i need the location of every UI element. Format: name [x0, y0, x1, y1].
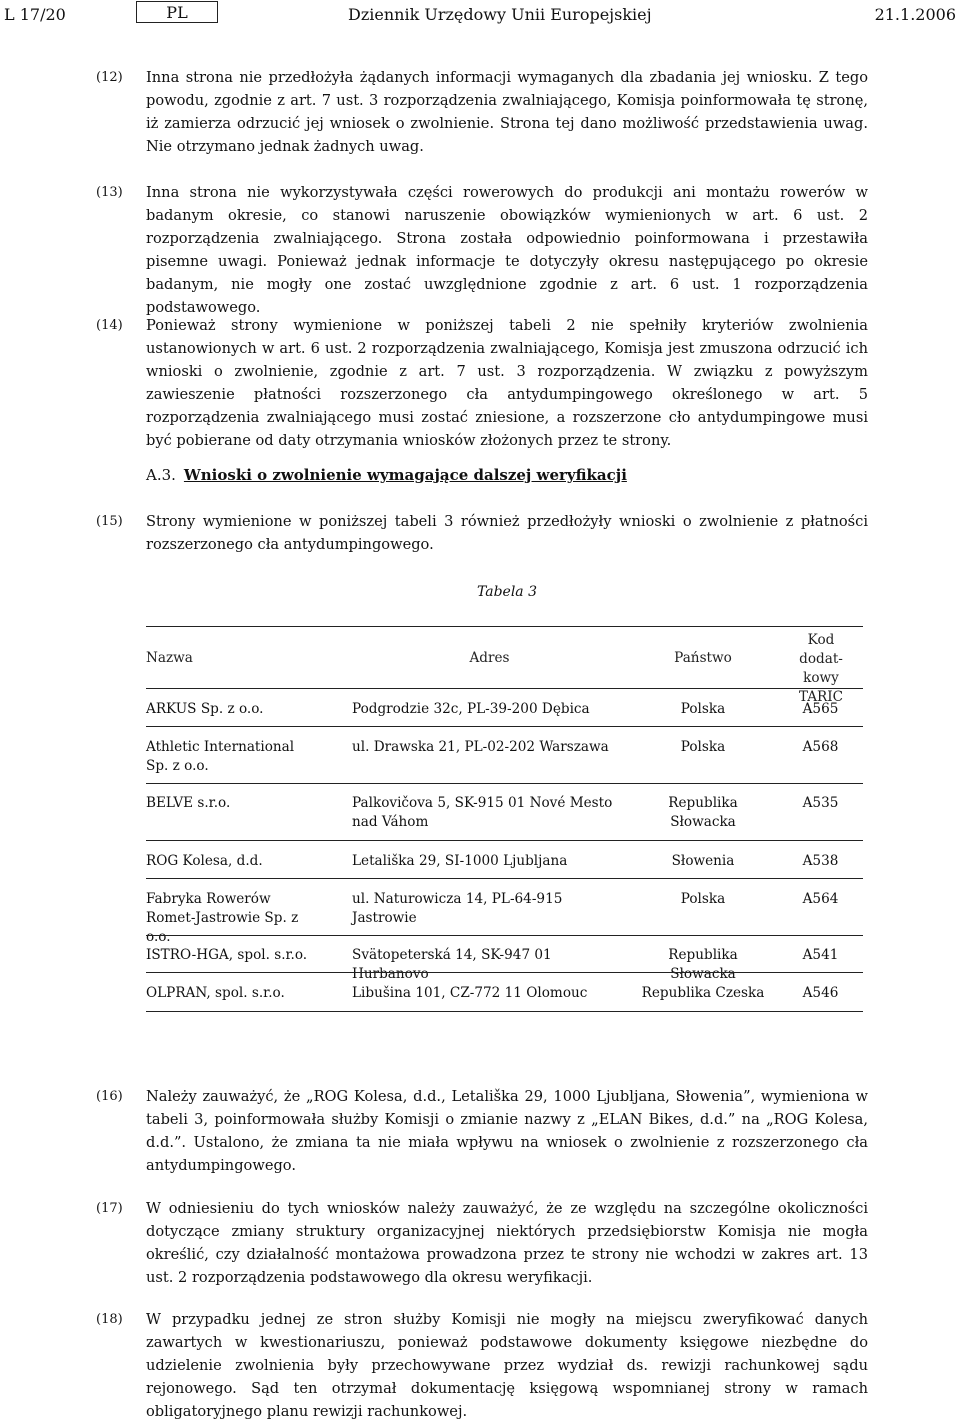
paragraph-text: W odniesieniu do tych wniosków należy zauważyć, że ze względu na szczególne okoliczności dotyczące zmiany struktury organizacyjnej niektórych przedsiębiorstw Komisja nie mogła określić, czy działalność montażowa prowadzona przez te strony nie wchodzi w zakres art. 13 ust. 2 rozporządzenia podstawowego dla okresu weryfikacji. — [146, 1200, 868, 1286]
journal-title: Dziennik Urzędowy Unii Europejskiej — [348, 5, 652, 24]
header-name: Nazwa — [146, 650, 193, 666]
header-country: Państwo — [674, 650, 732, 666]
paragraph-number: (14) — [96, 318, 123, 333]
issue-date: 21.1.2006 — [874, 5, 956, 24]
table-cell-taric: A535 — [802, 795, 839, 811]
paragraph-number: (15) — [96, 514, 123, 529]
table-cell-taric: A564 — [802, 891, 839, 907]
table-row-rule — [146, 935, 863, 936]
table-cell-name: ARKUS Sp. z o.o. — [146, 701, 264, 717]
paragraph-text: Inna strona nie przedłożyła żądanych informacji wymaganych dla zbadania jej wniosku. Z tego powodu, zgodnie z art. 7 ust. 3 rozporządzenia zwalniającego, Komisja poinformowała tę stronę, iż zamierza odrzucić jej wniosek o zwolnienie. Strona tej dano możliwość przedstawienia uwag. Nie otrzymano jednak żadnych uwag. — [146, 69, 868, 155]
table-cell-address: Podgrodzie 32c, PL-39-200 Dębica — [352, 701, 590, 717]
table-caption: Tabela 3 — [476, 584, 538, 600]
table-cell-taric: A565 — [802, 701, 839, 717]
paragraph-text: Inna strona nie wykorzystywała części rowerowych do produkcji ani montażu rowerów w badanym okresie, co stanowi naruszenie obowiązków wymienionych w art. 6 ust. 2 rozporządzenia zwalniającego. Strona została odpowiednio poinformowana i przestawiła pisemne uwagi. Ponieważ jednak informacje te dotyczyły okresu następującego po okresie badanym, nie mogły one zostać uwzględnione zgodnie z art. 6 ust. 1 rozporządzenia podstawowego. — [146, 184, 868, 316]
table-cell-country: Polska — [680, 739, 726, 755]
page-header — [0, 0, 960, 30]
table-row-rule — [146, 840, 863, 841]
paragraph-number: (18) — [96, 1312, 123, 1327]
table-cell-address: Svätopeterská 14, SK-947 01 Hurbanovo — [352, 947, 552, 982]
section-heading — [146, 466, 627, 484]
table-row-rule — [146, 878, 863, 879]
table-cell-country: Republika Słowacka — [668, 947, 738, 982]
paragraph-number: (13) — [96, 185, 123, 200]
paragraph-number: (17) — [96, 1201, 123, 1216]
page-reference: L 17/20 — [4, 5, 66, 24]
paragraph-number: (12) — [96, 70, 123, 85]
table-cell-name: OLPRAN, spol. s.r.o. — [146, 985, 285, 1001]
table-cell-address: Palkovičova 5, SK-915 01 Nové Mesto nad Váhom — [352, 795, 613, 830]
table-row-rule — [146, 726, 863, 727]
paragraph-text: Strony wymienione w poniższej tabeli 3 również przedłożyły wnioski o zwolnienie z płatności rozszerzonego cła antydumpingowego. — [146, 513, 868, 553]
table-cell-name: BELVE s.r.o. — [146, 795, 231, 811]
table-header-rule — [146, 688, 863, 689]
table-cell-name: Fabryka Rowerów Romet-Jastrowie Sp. z o.o. — [146, 891, 299, 945]
paragraph-text: W przypadku jednej ze stron służby Komisji nie mogły na miejscu zweryfikować danych zawartych w kwestionariuszu, ponieważ podstawowe dokumenty księgowe niezbędne do udzielenie zwolnienia były przechowywane przez wydział ds. rewizji rachunkowej sądu rejonowego. Sąd ten otrzymał dokumentację księgową wspomnianej strony w ramach obligatoryjnego planu rewizji rachunkowej. — [146, 1311, 868, 1420]
table-cell-country: Republika Czeska — [641, 985, 765, 1001]
paragraph-text: Należy zauważyć, że „ROG Kolesa, d.d., Letališka 29, 1000 Ljubljana, Słowenia”, wymieniona w tabeli 3, poinformowała służby Komisji o zmianie nazwy z „ELAN Bikes, d.d.” na „ROG Kolesa, d.d.”. Ustalono, że zmiana ta nie miała wpływu na wniosek o zwolnienie z rozszerzonego cła antydumpingowego. — [146, 1088, 868, 1174]
table-cell-taric: A538 — [802, 853, 839, 869]
table-row-rule — [146, 783, 863, 784]
paragraph-number: (16) — [96, 1089, 123, 1104]
header-address: Adres — [469, 650, 510, 666]
table-cell-taric: A541 — [802, 947, 839, 963]
table-cell-taric: A546 — [802, 985, 839, 1001]
header-taric: Kod dodatkowy TARIC — [798, 632, 844, 705]
table-cell-country: Słowenia — [671, 853, 735, 869]
table-cell-country: Polska — [680, 891, 726, 907]
table-cell-taric: A568 — [802, 739, 839, 755]
table-cell-address: Letališka 29, SI-1000 Ljubljana — [352, 853, 568, 869]
table-row-rule — [146, 972, 863, 973]
section-number: A.3. — [146, 466, 176, 484]
table-cell-country: Republika Słowacka — [668, 795, 738, 830]
table-cell-address: Libušina 101, CZ-772 11 Olomouc — [352, 985, 588, 1001]
section-title: Wnioski o zwolnienie wymagające dalszej weryfikacji — [183, 466, 627, 484]
table-bottom-rule — [146, 1011, 863, 1012]
table-cell-address: ul. Drawska 21, PL-02-202 Warszawa — [352, 739, 609, 755]
table-cell-name: Athletic International Sp. z o.o. — [146, 739, 295, 774]
paragraph-text: Ponieważ strony wymienione w poniższej tabeli 2 nie spełniły kryteriów zwolnienia ustanowionych w art. 6 ust. 2 rozporządzenia zwalniającego, Komisja jest zmuszona odrzucić ich wnioski o zwolnienie, zgodnie z art. 7 ust. 3 rozporządzenia. W związku z powyższym zawieszenie płatności rozszerzonego cła antydumpingowego określonego w art. 5 rozporządzenia zwalniającego musi zostać zniesione, a rozszerzone cło antydumpingowe musi być pobierane od daty otrzymania wniosków złożonych przez te strony. — [146, 317, 868, 449]
table-cell-address: ul. Naturowicza 14, PL-64-915 Jastrowie — [352, 891, 563, 926]
table-cell-name: ROG Kolesa, d.d. — [146, 853, 263, 869]
table-cell-name: ISTRO-HGA, spol. s.r.o. — [146, 947, 308, 963]
table-cell-country: Polska — [680, 701, 726, 717]
language-box: PL — [136, 1, 218, 23]
table-top-rule — [146, 626, 863, 627]
